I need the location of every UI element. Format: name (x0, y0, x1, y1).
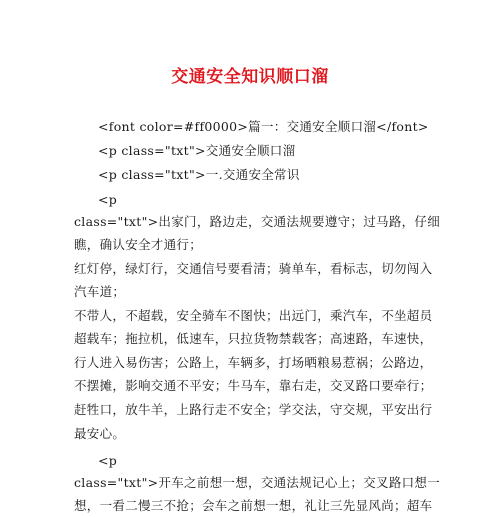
text-line: <p class="txt">交通安全顺口溜 (98, 143, 296, 158)
text-line: <font color=#ff0000>篇一：交通安全顺口溜</font> (98, 119, 429, 134)
text-line: 行人进入易伤害；公路上，车辆多，打场晒粮易惹祸；公路边， (74, 355, 433, 370)
text-line: 不摆摊，影响交通不平安；牛马车，靠右走，交叉路口要牵行； (74, 378, 433, 393)
document-title: 交通安全知识顺口溜 (171, 67, 329, 87)
text-line: 赶牲口，放牛羊，上路行走不安全；学交法，守交规，平安出行 (74, 402, 433, 417)
text-line: 汽车道； (74, 284, 126, 299)
text-line: 超载车；拖拉机，低速车，只拉货物禁载客；高速路，车速快， (74, 331, 433, 346)
text-line: 瞧，确认安全才通行； (74, 237, 203, 252)
text-line: <p (98, 192, 118, 207)
text-line: 想，一看二慢三不抢；会车之前想一想，礼让三先显风尚；超车 (74, 498, 433, 513)
text-line: <p class="txt">一.交通安全常识 (98, 167, 300, 182)
text-line: 红灯停，绿灯行，交通信号要看清；骑单车，看标志，切勿闯入 (74, 261, 433, 276)
text-line: class="txt">开车之前想一想，交通法规记心上；交叉路口想一 (74, 475, 441, 490)
text-line: 最安心。 (74, 426, 126, 441)
text-line: class="txt">出家门，路边走，交通法规要遵守；过马路，仔细 (74, 214, 441, 229)
text-line: <p (98, 453, 118, 468)
text-line: 不带人，不超载，安全骑车不图快；出远门，乘汽车，不坐超员 (74, 308, 433, 323)
